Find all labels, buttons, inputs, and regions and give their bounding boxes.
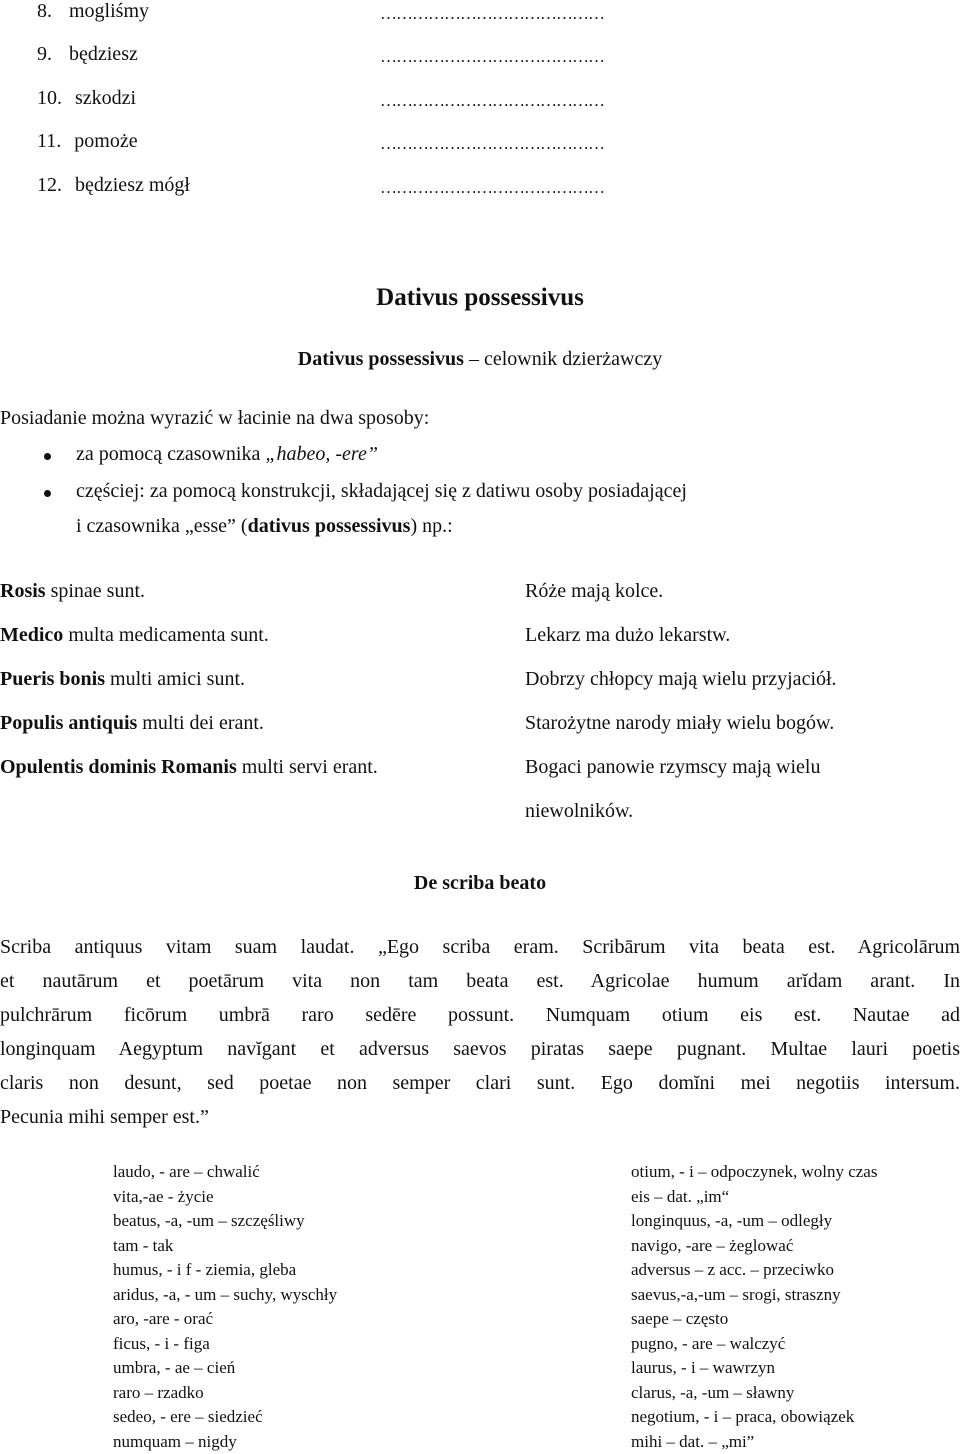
latin-example xyxy=(0,624,269,647)
vocab-entry: raro – rzadko xyxy=(113,1381,337,1406)
bullet-dot xyxy=(44,453,51,460)
bullet-term: dativus possessivus xyxy=(248,515,411,537)
answer-blank: …………………………………… xyxy=(380,178,604,198)
exercise-item xyxy=(37,43,138,66)
answer-blank: …………………………………… xyxy=(380,4,604,24)
item-number: 12. xyxy=(37,174,62,196)
exercise-item xyxy=(37,0,149,23)
vocab-entry: navigo, -are – żeglować xyxy=(631,1234,877,1259)
exercise-item xyxy=(37,130,138,153)
reading-line: Scriba antiquus vitam suam laudat. „Ego scriba eram. Scribārum vita beata est. Agricolārum xyxy=(0,930,960,964)
exercise-item xyxy=(37,87,136,110)
bullet-text: za pomocą czasownika xyxy=(76,443,265,465)
vocab-entry: adversus – z acc. – przeciwko xyxy=(631,1258,877,1283)
reading-line: et nautārum et poetārum vita non tam beata est. Agricolae humum arĭdam arant. In xyxy=(0,964,960,998)
vocab-entry: beatus, -a, -um – szczęśliwy xyxy=(113,1209,337,1234)
dative-phrase: Pueris bonis xyxy=(0,668,105,690)
vocab-entry: negotium, - i – praca, obowiązek xyxy=(631,1405,877,1430)
bullet-item-continuation xyxy=(76,515,453,538)
section-subtitle xyxy=(0,348,960,371)
polish-translation-continuation: niewolników. xyxy=(525,800,633,823)
item-word: szkodzi xyxy=(75,87,136,109)
vocab-entry: pugno, - are – walczyć xyxy=(631,1332,877,1357)
vocab-entry: longinquus, -a, -um – odległy xyxy=(631,1209,877,1234)
vocabulary-left-column xyxy=(113,1160,337,1454)
bullet-dot xyxy=(44,490,51,497)
item-word: będziesz xyxy=(69,43,138,65)
latin-rest: spinae sunt. xyxy=(46,580,145,602)
vocab-entry: laudo, - are – chwalić xyxy=(113,1160,337,1185)
vocab-entry: mihi – dat. – „mi” xyxy=(631,1430,877,1454)
bullet-verb: „habeo, -ere” xyxy=(265,443,378,465)
item-word: pomoże xyxy=(74,130,137,152)
latin-rest: multi servi erant. xyxy=(237,756,378,778)
bullet-item: częściej: za pomocą konstrukcji, składającej się z datiwu osoby posiadającej xyxy=(76,480,687,503)
answer-blank: …………………………………… xyxy=(380,91,604,111)
vocab-entry: saevus,-a,-um – srogi, straszny xyxy=(631,1283,877,1308)
reading-line: longinquam Aegyptum navĭgant et adversus saevos piratas saepe pugnant. Multae lauri poetis xyxy=(0,1032,960,1066)
bullet-text: ) np.: xyxy=(410,515,452,537)
item-number: 10. xyxy=(37,87,62,109)
subtitle-term: Dativus possessivus xyxy=(298,348,464,370)
subtitle-definition: – celownik dzierżawczy xyxy=(464,348,662,370)
vocab-entry: aro, -are - orać xyxy=(113,1307,337,1332)
item-word: będziesz mógł xyxy=(75,174,190,196)
reading-paragraph xyxy=(0,930,960,1134)
dative-phrase: Rosis xyxy=(0,580,46,602)
vocab-entry: numquam – nigdy xyxy=(113,1430,337,1454)
polish-translation: Lekarz ma dużo lekarstw. xyxy=(525,624,730,647)
dative-phrase: Medico xyxy=(0,624,63,646)
latin-example xyxy=(0,712,264,735)
vocab-entry: tam - tak xyxy=(113,1234,337,1259)
latin-rest: multi amici sunt. xyxy=(105,668,245,690)
vocab-entry: sedeo, - ere – siedzieć xyxy=(113,1405,337,1430)
reading-line: claris non desunt, sed poetae non semper clari sunt. Ego domĭni mei negotiis intersum. xyxy=(0,1066,960,1100)
answer-blank: …………………………………… xyxy=(380,47,604,67)
bullet-text: i czasownika „esse” ( xyxy=(76,515,248,537)
dative-phrase: Populis antiquis xyxy=(0,712,137,734)
vocab-entry: otium, - i – odpoczynek, wolny czas xyxy=(631,1160,877,1185)
latin-rest: multi dei erant. xyxy=(137,712,264,734)
vocab-entry: laurus, - i – wawrzyn xyxy=(631,1356,877,1381)
vocab-entry: vita,-ae - życie xyxy=(113,1185,337,1210)
vocab-entry: saepe – często xyxy=(631,1307,877,1332)
vocab-entry: humus, - i f - ziemia, gleba xyxy=(113,1258,337,1283)
vocab-entry: ficus, - i - figa xyxy=(113,1332,337,1357)
vocab-entry: clarus, -a, -um – sławny xyxy=(631,1381,877,1406)
exercise-item xyxy=(37,174,190,197)
polish-translation: Bogaci panowie rzymscy mają wielu xyxy=(525,756,820,779)
latin-rest: multa medicamenta sunt. xyxy=(63,624,269,646)
dative-phrase: Opulentis dominis Romanis xyxy=(0,756,237,778)
polish-translation: Dobrzy chłopcy mają wielu przyjaciół. xyxy=(525,668,837,691)
item-word: mogliśmy xyxy=(69,0,149,22)
vocab-entry: umbra, - ae – cień xyxy=(113,1356,337,1381)
item-number: 9. xyxy=(37,43,52,65)
item-number: 11. xyxy=(37,130,61,152)
intro-text: Posiadanie można wyrazić w łacinie na dwa sposoby: xyxy=(0,407,429,430)
reading-line: pulchrārum ficōrum umbrā raro sedēre possunt. Numquam otium eis est. Nautae ad xyxy=(0,998,960,1032)
item-number: 8. xyxy=(37,0,52,22)
reading-title: De scriba beato xyxy=(0,872,960,895)
latin-example xyxy=(0,580,145,603)
section-title: Dativus possessivus xyxy=(0,284,960,312)
polish-translation: Starożytne narody miały wielu bogów. xyxy=(525,712,834,735)
vocab-entry: aridus, -a, - um – suchy, wyschły xyxy=(113,1283,337,1308)
vocabulary-right-column xyxy=(631,1160,877,1454)
vocab-entry: eis – dat. „im“ xyxy=(631,1185,877,1210)
polish-translation: Róże mają kolce. xyxy=(525,580,663,603)
latin-example xyxy=(0,756,378,779)
bullet-item xyxy=(76,443,378,466)
reading-line: Pecunia mihi semper est.” xyxy=(0,1100,960,1134)
answer-blank: …………………………………… xyxy=(380,134,604,154)
latin-example xyxy=(0,668,245,691)
